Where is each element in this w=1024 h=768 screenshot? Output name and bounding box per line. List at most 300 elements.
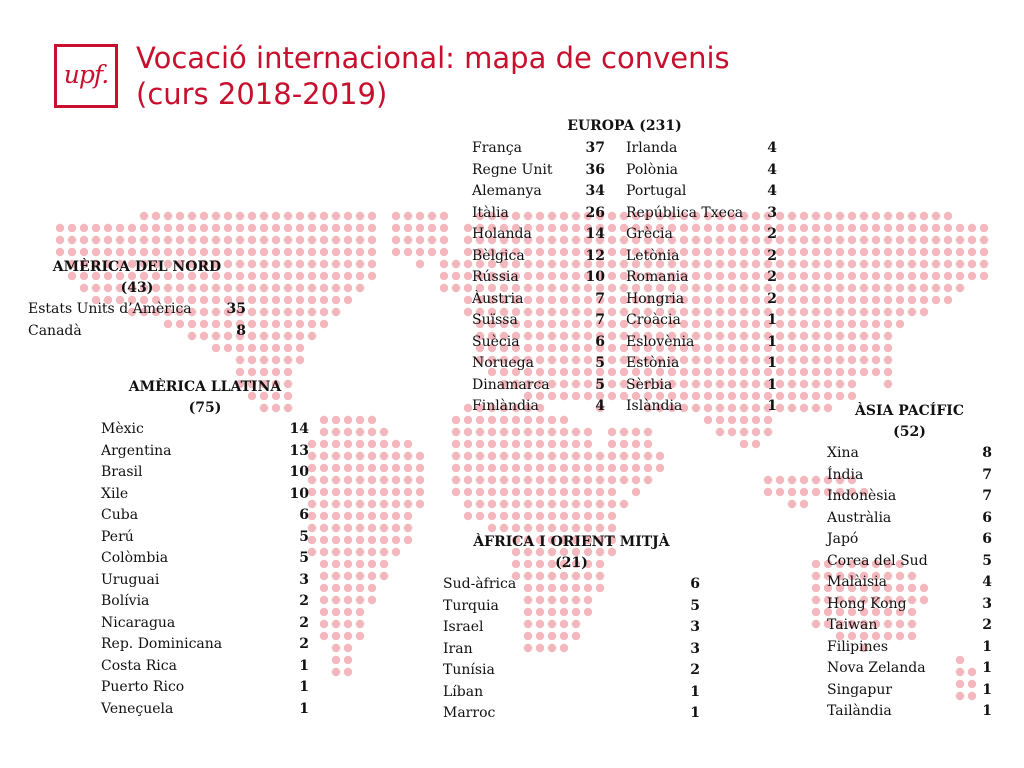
map-dot: [332, 416, 340, 424]
agreement-count: 1: [982, 660, 992, 676]
map-dot: [332, 296, 340, 304]
map-dot: [596, 500, 604, 508]
map-dot: [368, 428, 376, 436]
map-dot: [620, 500, 628, 508]
country-name: República Txeca: [626, 204, 744, 221]
map-dot: [284, 248, 292, 256]
map-dot: [968, 224, 976, 232]
map-dot: [476, 440, 484, 448]
map-dot: [272, 248, 280, 256]
map-dot: [476, 452, 484, 460]
map-dot: [188, 236, 196, 244]
agreement-count: 1: [690, 683, 700, 700]
map-dot: [332, 632, 340, 640]
map-dot: [812, 212, 820, 220]
country-row: [443, 617, 700, 639]
agreement-count: 2: [299, 614, 309, 631]
map-dot: [392, 236, 400, 244]
map-dot: [404, 224, 412, 232]
map-dot: [248, 248, 256, 256]
map-dot: [800, 308, 808, 316]
map-dot: [428, 236, 436, 244]
map-dot: [392, 452, 400, 460]
map-dot: [896, 284, 904, 292]
map-dot: [536, 464, 544, 472]
map-dot: [848, 296, 856, 304]
map-dot: [848, 320, 856, 328]
country-row: [101, 505, 309, 527]
map-dot: [380, 440, 388, 448]
country-name: Islàndia: [626, 398, 683, 414]
country-name: Indonèsia: [827, 488, 897, 504]
map-dot: [884, 248, 892, 256]
map-dot: [224, 224, 232, 232]
map-dot: [836, 356, 844, 364]
map-dot: [788, 476, 796, 484]
map-dot: [356, 416, 364, 424]
map-dot: [248, 308, 256, 316]
map-dot: [248, 224, 256, 232]
map-dot: [884, 380, 892, 388]
country-row: [827, 637, 992, 659]
map-dot: [800, 260, 808, 268]
map-dot: [560, 488, 568, 496]
map-dot: [536, 440, 544, 448]
country-list: [443, 574, 700, 725]
map-dot: [272, 344, 280, 352]
country-name: Bolívia: [101, 593, 150, 609]
map-dot: [308, 548, 316, 556]
map-dot: [800, 476, 808, 484]
map-dot: [800, 500, 808, 508]
country-row: [101, 699, 309, 721]
map-dot: [320, 428, 328, 436]
map-dot: [752, 428, 760, 436]
map-dot: [824, 260, 832, 268]
map-dot: [260, 272, 268, 280]
map-dot: [500, 452, 508, 460]
map-dot: [452, 488, 460, 496]
map-dot: [248, 272, 256, 280]
map-dot: [380, 548, 388, 556]
map-dot: [800, 368, 808, 376]
map-dot: [848, 236, 856, 244]
map-dot: [320, 488, 328, 496]
country-name: Xile: [101, 485, 129, 502]
country-name: Romania: [626, 269, 689, 285]
map-dot: [344, 668, 352, 676]
map-dot: [884, 320, 892, 328]
region-north-america: [28, 257, 246, 342]
country-row: [472, 332, 605, 354]
agreement-count: 5: [690, 597, 700, 614]
map-dot: [788, 212, 796, 220]
map-dot: [800, 332, 808, 340]
map-dot: [848, 332, 856, 340]
map-dot: [572, 488, 580, 496]
map-dot: [392, 476, 400, 484]
map-dot: [440, 272, 448, 280]
map-dot: [524, 452, 532, 460]
map-dot: [332, 260, 340, 268]
map-dot: [320, 584, 328, 592]
map-dot: [320, 260, 328, 268]
map-dot: [200, 236, 208, 244]
map-dot: [260, 368, 268, 376]
map-dot: [884, 212, 892, 220]
map-dot: [452, 416, 460, 424]
map-dot: [644, 476, 652, 484]
map-dot: [836, 248, 844, 256]
map-dot: [500, 440, 508, 448]
map-dot: [500, 500, 508, 508]
map-dot: [344, 500, 352, 508]
map-dot: [800, 380, 808, 388]
map-dot: [392, 524, 400, 532]
country-row: [443, 596, 700, 618]
map-dot: [812, 248, 820, 256]
map-dot: [488, 476, 496, 484]
map-dot: [320, 620, 328, 628]
map-dot: [836, 296, 844, 304]
country-name: Marroc: [443, 705, 496, 721]
map-dot: [332, 548, 340, 556]
region-title: ÀFRICA I ORIENT MITJÀ: [473, 534, 670, 550]
map-dot: [308, 488, 316, 496]
map-dot: [524, 428, 532, 436]
map-dot: [812, 224, 820, 232]
region-asia-pacific: [827, 401, 992, 723]
map-dot: [260, 308, 268, 316]
map-dot: [128, 248, 136, 256]
map-dot: [788, 356, 796, 364]
map-dot: [212, 248, 220, 256]
map-dot: [572, 440, 580, 448]
map-dot: [332, 584, 340, 592]
map-dot: [344, 452, 352, 460]
map-dot: [488, 488, 496, 496]
map-dot: [368, 596, 376, 604]
map-dot: [980, 224, 988, 232]
map-dot: [272, 236, 280, 244]
map-dot: [92, 248, 100, 256]
map-dot: [584, 488, 592, 496]
map-dot: [884, 368, 892, 376]
map-dot: [884, 308, 892, 316]
map-dot: [344, 560, 352, 568]
map-dot: [380, 524, 388, 532]
agreement-count: 7: [982, 488, 992, 504]
agreement-count: 3: [690, 619, 700, 635]
map-dot: [788, 308, 796, 316]
map-dot: [356, 524, 364, 532]
map-dot: [452, 464, 460, 472]
country-name: Filipines: [827, 638, 889, 655]
map-dot: [776, 224, 784, 232]
map-dot: [308, 236, 316, 244]
map-dot: [248, 368, 256, 376]
map-dot: [776, 308, 784, 316]
map-dot: [608, 488, 616, 496]
map-dot: [260, 224, 268, 232]
map-dot: [368, 560, 376, 568]
country-name: Colòmbia: [101, 550, 169, 566]
map-dot: [344, 608, 352, 616]
country-row: [101, 462, 309, 484]
agreement-count: 1: [767, 398, 777, 414]
map-dot: [308, 452, 316, 460]
map-dot: [224, 344, 232, 352]
map-dot: [332, 428, 340, 436]
agreement-count: 12: [585, 247, 605, 264]
map-dot: [332, 248, 340, 256]
map-dot: [332, 536, 340, 544]
country-name: Cuba: [101, 507, 139, 523]
map-dot: [884, 284, 892, 292]
map-dot: [788, 296, 796, 304]
map-dot: [932, 296, 940, 304]
map-dot: [332, 596, 340, 604]
map-dot: [308, 296, 316, 304]
map-dot: [368, 500, 376, 508]
map-dot: [812, 308, 820, 316]
region-latin-america: [101, 377, 309, 720]
map-dot: [608, 452, 616, 460]
map-dot: [824, 224, 832, 232]
country-row: [827, 465, 992, 487]
country-row: [626, 160, 777, 182]
map-dot: [464, 236, 472, 244]
country-row: [626, 246, 777, 268]
country-name: Malàisia: [827, 574, 887, 590]
map-dot: [596, 512, 604, 520]
country-name: Sèrbia: [626, 376, 673, 393]
map-dot: [308, 440, 316, 448]
country-name: Japó: [827, 531, 859, 547]
map-dot: [572, 464, 580, 472]
map-dot: [368, 416, 376, 424]
map-dot: [980, 272, 988, 280]
map-dot: [476, 512, 484, 520]
map-dot: [500, 488, 508, 496]
map-dot: [404, 488, 412, 496]
map-dot: [476, 464, 484, 472]
map-dot: [872, 212, 880, 220]
map-dot: [56, 248, 64, 256]
map-dot: [848, 380, 856, 388]
map-dot: [332, 212, 340, 220]
map-dot: [104, 248, 112, 256]
map-dot: [380, 560, 388, 568]
country-name: Austràlia: [827, 509, 892, 526]
agreement-count: 2: [767, 247, 777, 264]
map-dot: [800, 296, 808, 304]
map-dot: [368, 452, 376, 460]
map-dot: [776, 404, 784, 412]
map-dot: [956, 236, 964, 244]
map-dot: [284, 320, 292, 328]
map-dot: [536, 500, 544, 508]
map-dot: [428, 224, 436, 232]
country-row: [101, 419, 309, 441]
country-name: Noruega: [472, 355, 534, 371]
map-dot: [512, 512, 520, 520]
country-name: Nicaragua: [101, 614, 176, 631]
map-dot: [812, 320, 820, 328]
map-dot: [320, 452, 328, 460]
agreement-count: 6: [982, 509, 992, 526]
country-name: Alemanya: [472, 183, 542, 199]
map-dot: [548, 464, 556, 472]
map-dot: [284, 308, 292, 316]
map-dot: [860, 332, 868, 340]
map-dot: [764, 488, 772, 496]
map-dot: [860, 320, 868, 328]
region-title: AMÈRICA DEL NORD: [52, 259, 222, 275]
map-dot: [596, 452, 604, 460]
map-dot: [548, 512, 556, 520]
map-dot: [800, 356, 808, 364]
map-dot: [824, 308, 832, 316]
map-dot: [908, 224, 916, 232]
country-name: Corea del Sud: [827, 552, 928, 569]
map-dot: [536, 512, 544, 520]
country-name: Tailàndia: [827, 703, 892, 719]
map-dot: [776, 332, 784, 340]
country-row: [101, 634, 309, 656]
map-dot: [812, 392, 820, 400]
map-dot: [836, 380, 844, 388]
map-dot: [440, 260, 448, 268]
map-dot: [944, 224, 952, 232]
agreement-count: 1: [767, 312, 777, 328]
country-row: [827, 658, 992, 680]
map-dot: [152, 224, 160, 232]
map-dot: [536, 476, 544, 484]
country-row: [626, 138, 777, 160]
map-dot: [860, 236, 868, 244]
map-dot: [308, 320, 316, 328]
country-row: [443, 574, 700, 596]
logo-text: upf.: [63, 60, 109, 89]
map-dot: [896, 212, 904, 220]
map-dot: [488, 452, 496, 460]
map-dot: [560, 512, 568, 520]
map-dot: [836, 368, 844, 376]
map-dot: [488, 428, 496, 436]
map-dot: [884, 344, 892, 352]
country-row: [472, 375, 605, 397]
map-dot: [356, 500, 364, 508]
map-dot: [416, 500, 424, 508]
map-dot: [236, 344, 244, 352]
country-name: Turquia: [443, 597, 499, 614]
map-dot: [644, 440, 652, 448]
map-dot: [380, 464, 388, 472]
map-dot: [260, 212, 268, 220]
map-dot: [404, 464, 412, 472]
region-count: (52): [893, 424, 926, 440]
map-dot: [404, 440, 412, 448]
map-dot: [356, 512, 364, 520]
map-dot: [320, 500, 328, 508]
map-dot: [608, 440, 616, 448]
map-dot: [764, 428, 772, 436]
agreement-count: 2: [767, 290, 777, 307]
country-name: Perú: [101, 528, 134, 545]
map-dot: [140, 224, 148, 232]
agreement-count: 5: [299, 528, 309, 545]
map-dot: [908, 236, 916, 244]
country-row: [827, 508, 992, 530]
map-dot: [248, 260, 256, 268]
country-name: Eslovènia: [626, 333, 695, 350]
map-dot: [404, 476, 412, 484]
map-dot: [368, 584, 376, 592]
map-dot: [608, 524, 616, 532]
map-dot: [536, 428, 544, 436]
map-dot: [920, 296, 928, 304]
map-dot: [404, 236, 412, 244]
map-dot: [524, 440, 532, 448]
map-dot: [788, 404, 796, 412]
map-dot: [416, 236, 424, 244]
map-dot: [920, 248, 928, 256]
map-dot: [428, 212, 436, 220]
map-dot: [512, 500, 520, 508]
map-dot: [596, 488, 604, 496]
map-dot: [800, 344, 808, 352]
agreement-count: 10: [585, 269, 605, 285]
map-dot: [740, 440, 748, 448]
map-dot: [272, 368, 280, 376]
country-row: [626, 224, 777, 246]
map-dot: [80, 236, 88, 244]
map-dot: [836, 260, 844, 268]
map-dot: [320, 572, 328, 580]
map-dot: [284, 284, 292, 292]
map-dot: [320, 632, 328, 640]
map-dot: [308, 524, 316, 532]
map-dot: [560, 440, 568, 448]
map-dot: [776, 284, 784, 292]
map-dot: [464, 476, 472, 484]
map-dot: [440, 212, 448, 220]
country-name: Suïssa: [472, 312, 518, 328]
country-list: [101, 419, 309, 720]
map-dot: [116, 236, 124, 244]
map-dot: [332, 608, 340, 616]
map-dot: [932, 284, 940, 292]
country-name: Índia: [827, 466, 864, 483]
title-line-2: (curs 2018-2019): [136, 77, 388, 111]
map-dot: [344, 488, 352, 496]
map-dot: [380, 512, 388, 520]
country-row: [472, 267, 605, 289]
map-dot: [260, 332, 268, 340]
map-dot: [344, 572, 352, 580]
map-dot: [608, 476, 616, 484]
map-dot: [332, 452, 340, 460]
map-dot: [848, 368, 856, 376]
map-dot: [464, 500, 472, 508]
map-dot: [260, 236, 268, 244]
map-dot: [452, 284, 460, 292]
region-africa-middle-east: [443, 532, 700, 725]
agreement-count: 2: [299, 593, 309, 609]
map-dot: [320, 548, 328, 556]
map-dot: [164, 224, 172, 232]
